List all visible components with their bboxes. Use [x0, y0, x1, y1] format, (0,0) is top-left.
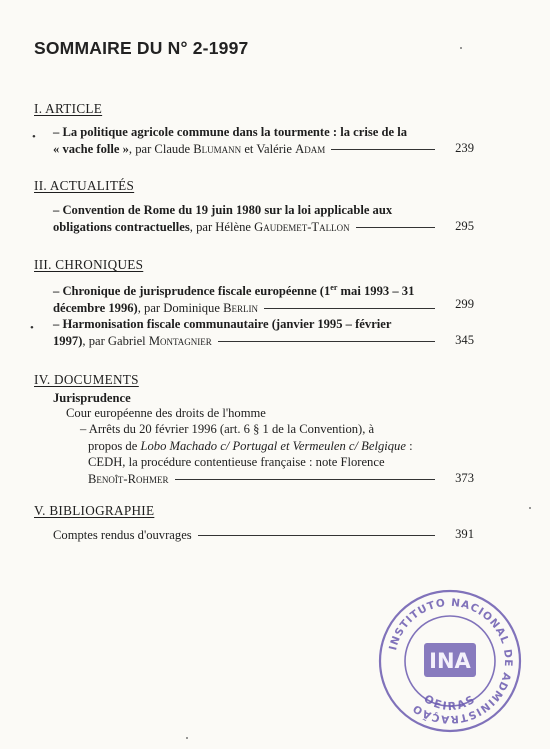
- entry-line: CEDH, la procédure contentieuse française : note Florence: [88, 455, 385, 469]
- entry-line: – Arrêts du 20 février 1996 (art. 6 § 1 de la Convention), à: [80, 422, 375, 436]
- page-number: 299: [455, 296, 474, 311]
- entry-title-line: – Harmonisation fiscale communautaire (janvier 1995 – février: [53, 317, 392, 331]
- speck: [529, 507, 531, 509]
- speck: [460, 47, 462, 49]
- entry-author: Berlin: [223, 300, 258, 315]
- entry-title-line: – La politique agricole commune dans la tourmente : la crise de la: [53, 125, 407, 139]
- toc-entry[interactable]: [53, 124, 441, 157]
- entry-author-prefix: , par Dominique: [137, 300, 224, 315]
- entry-title-end: 1997): [53, 333, 83, 348]
- entry-author: Blumann: [193, 141, 242, 156]
- dot-leader: [331, 149, 435, 150]
- entry-tail-line: [53, 333, 441, 350]
- ina-logo-icon: [424, 643, 476, 677]
- entry-author: Montagnier: [148, 333, 212, 348]
- entry-tail-line: [53, 527, 441, 544]
- entry-author: Benoît-Rohmer: [88, 471, 169, 486]
- stamp-ring-text: INSTITUTO NACIONAL DE ADMINISTRAÇÃO: [387, 596, 515, 726]
- superscript: er: [330, 283, 338, 292]
- section-heading-chroniques: III. CHRONIQUES: [34, 257, 144, 272]
- bullet-mark: •: [32, 131, 36, 143]
- page-number: 345: [455, 332, 474, 347]
- bullet-mark: •: [30, 322, 34, 334]
- entry-title-end: « vache folle »: [53, 141, 129, 156]
- page-number: 239: [455, 140, 474, 155]
- entry-tail-line: [80, 471, 441, 488]
- entry-tail-line: [53, 219, 441, 236]
- entry-tail-line: [53, 300, 441, 317]
- entry-title-line: [53, 280, 441, 300]
- court-name: Cour européenne des droits de l'homme: [66, 406, 266, 420]
- subheading-jurisprudence: Jurisprudence: [53, 391, 131, 405]
- entry-text: :: [405, 438, 413, 453]
- toc-entry[interactable]: [53, 202, 441, 235]
- page-title: SOMMAIRE DU N° 2-1997: [34, 38, 249, 58]
- entry-title-part: – Chronique de jurisprudence fiscale européenne (1: [53, 284, 331, 299]
- entry-author-prefix: , par Gabriel: [82, 333, 149, 348]
- entry-author: Adam: [295, 141, 326, 156]
- page-number: 391: [455, 527, 474, 541]
- entry-tail-line: [53, 141, 441, 158]
- entry-title-end: décembre 1996): [53, 300, 138, 315]
- section-heading-actualites: II. ACTUALITÉS: [34, 178, 135, 193]
- entry-line: [80, 438, 441, 455]
- speck: [186, 737, 188, 739]
- toc-entry[interactable]: [53, 316, 441, 349]
- dot-leader: [175, 479, 436, 480]
- dot-leader: [264, 308, 435, 309]
- entry-author-prefix: , par Claude: [128, 141, 194, 156]
- section-heading-article: I. ARTICLE: [34, 101, 103, 116]
- dot-leader: [218, 341, 435, 342]
- toc-entry[interactable]: [53, 280, 441, 316]
- entry-title-part: mai 1993 – 31: [337, 284, 415, 299]
- section-heading-bibliographie: V. BIBLIOGRAPHIE: [34, 503, 155, 518]
- section-heading-documents: IV. DOCUMENTS: [34, 372, 139, 387]
- toc-entry[interactable]: [80, 421, 441, 487]
- dot-leader: [356, 227, 435, 228]
- entry-text: propos de: [88, 438, 141, 453]
- case-name: Lobo Machado c/ Portugal et Vermeulen c/ Belgique: [140, 438, 406, 453]
- entry-author-join: et Valérie: [241, 141, 296, 156]
- page-number: 373: [455, 470, 474, 485]
- toc-entry[interactable]: [53, 527, 441, 544]
- stamp-bottom-text: OEIRAS: [421, 692, 479, 714]
- page-number: 295: [455, 218, 474, 233]
- entry-author: Gaudemet-Tallon: [254, 219, 350, 234]
- entry-label: Comptes rendus d'ouvrages: [53, 528, 192, 542]
- entry-author-prefix: , par Hélène: [189, 219, 255, 234]
- stamp-center-text: INA: [429, 649, 471, 673]
- dot-leader: [198, 535, 435, 536]
- entry-title-line: – Convention de Rome du 19 juin 1980 sur la loi applicable aux: [53, 203, 393, 217]
- entry-title-end: obligations contractuelles: [53, 219, 190, 234]
- institution-stamp: [376, 587, 524, 735]
